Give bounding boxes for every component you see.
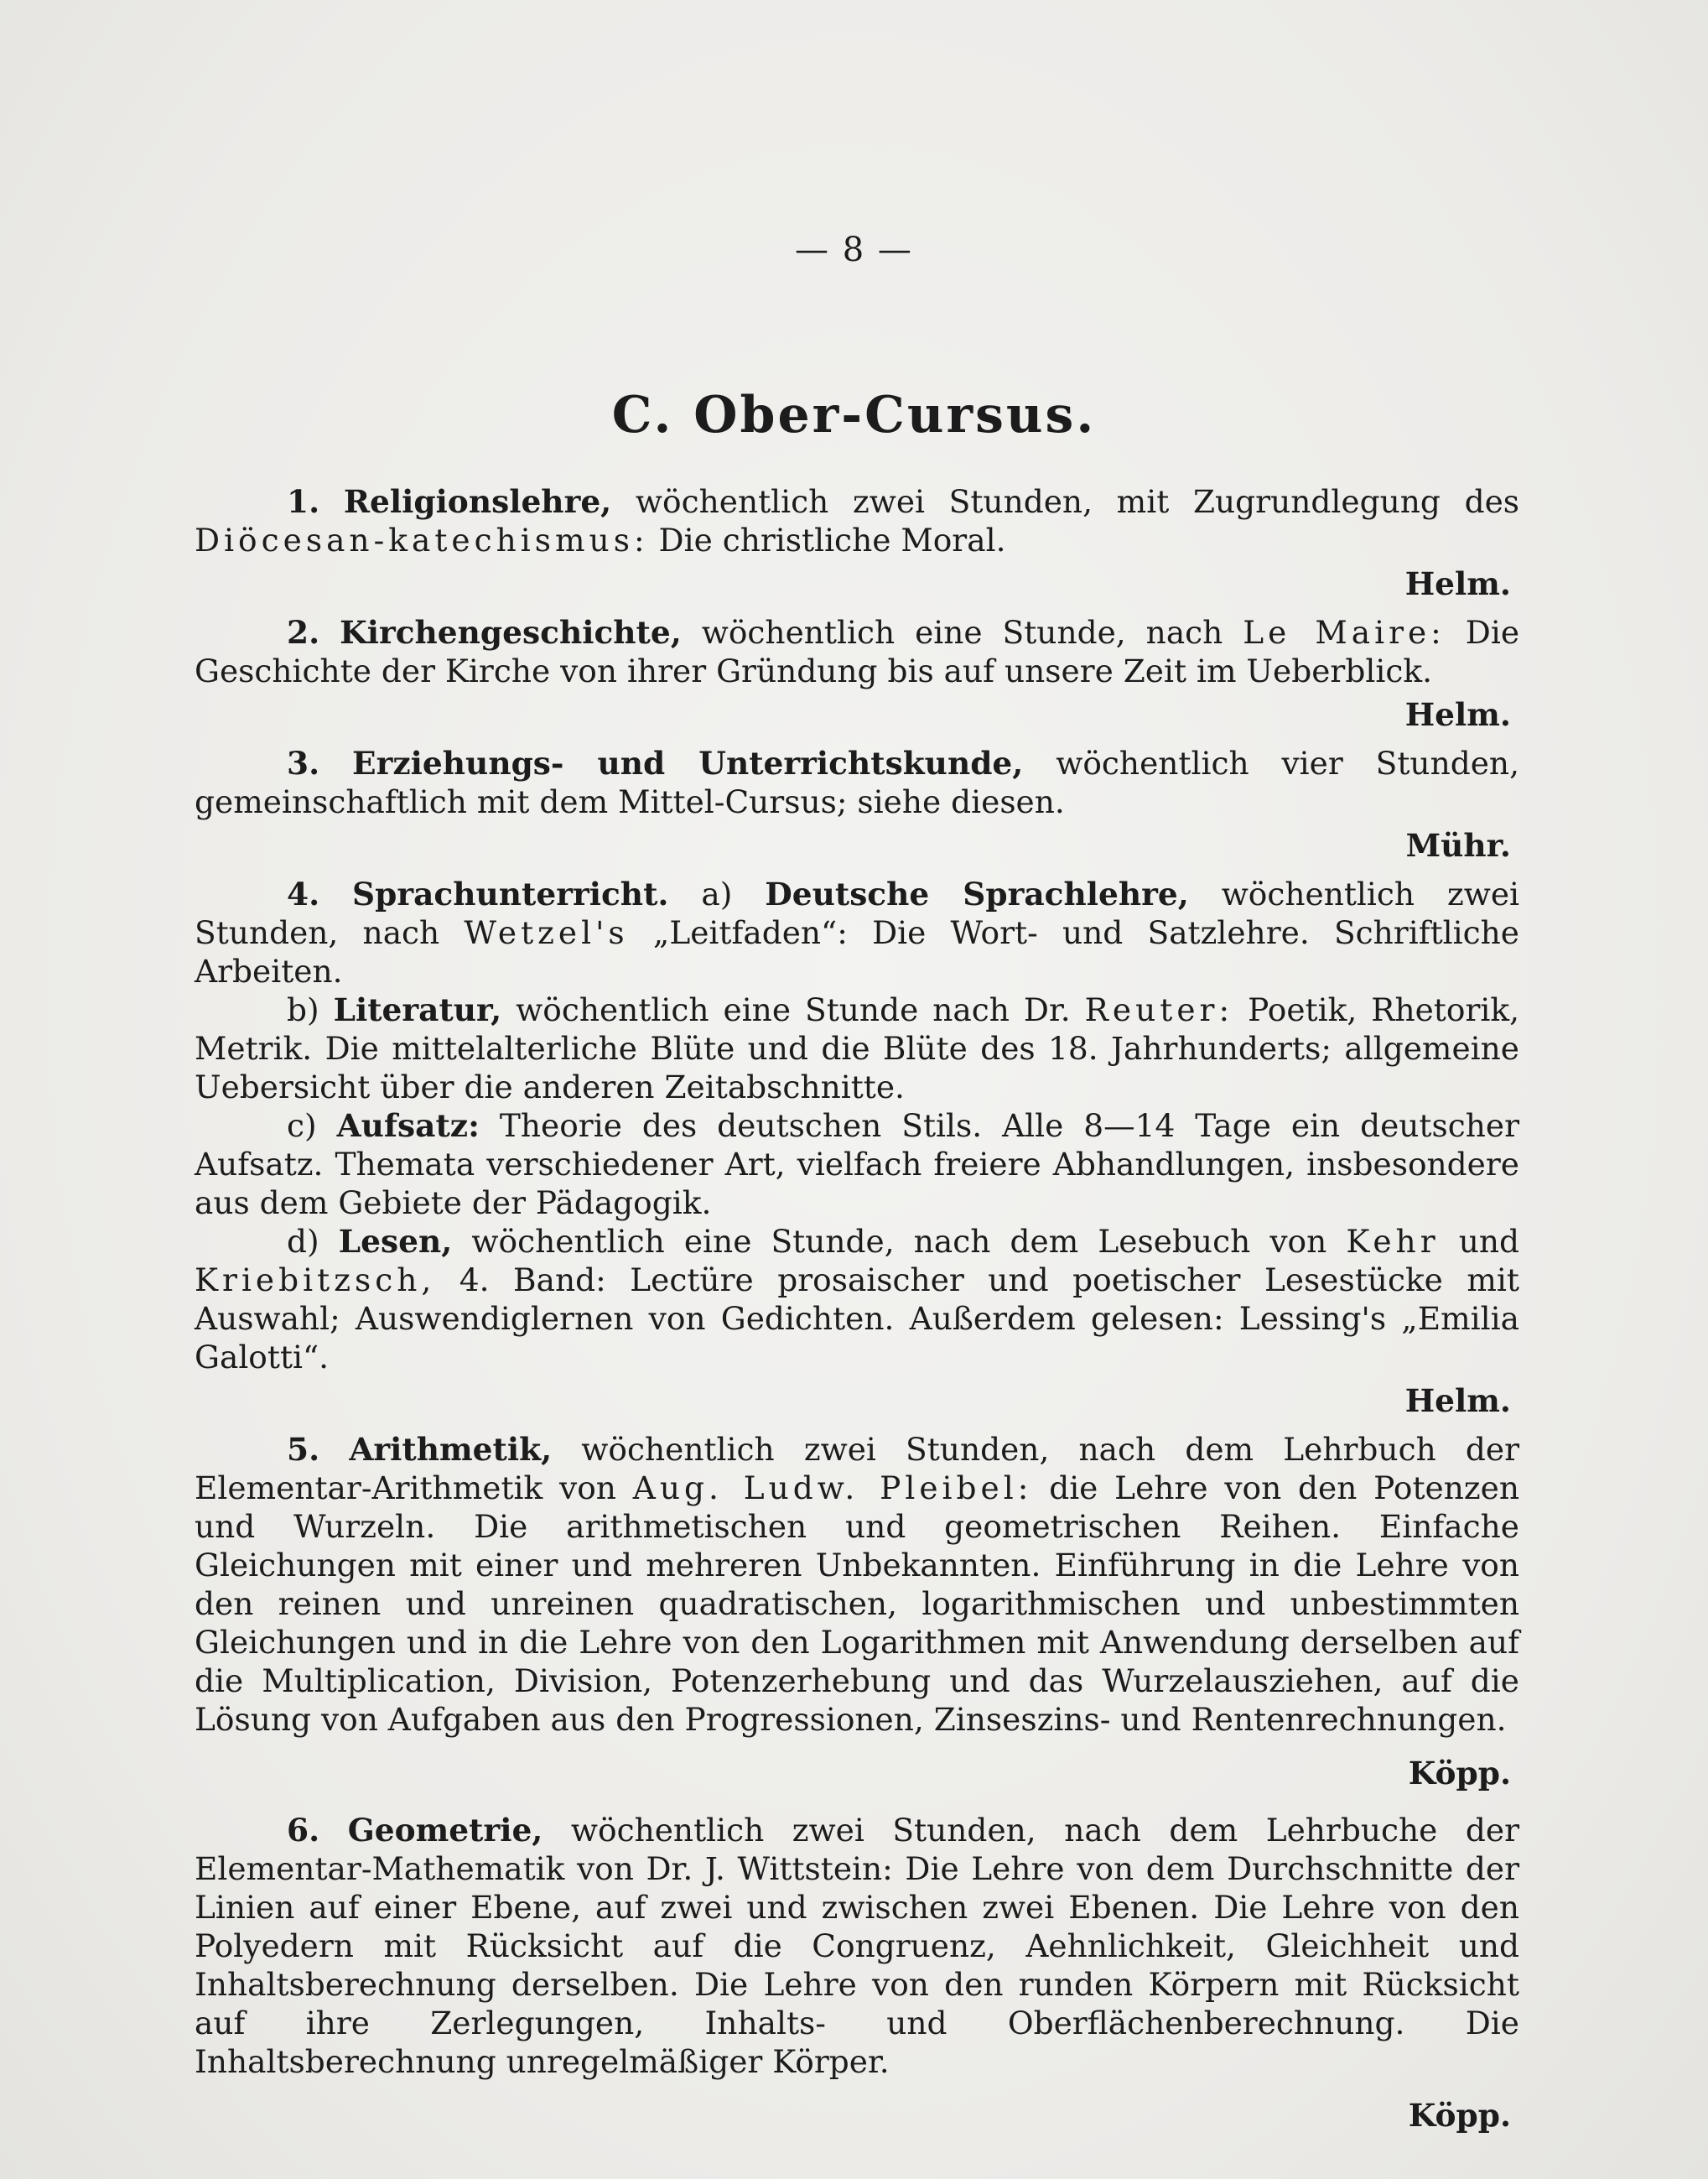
sub-marker: d) (287, 1223, 319, 1260)
sub-marker: b) (287, 991, 319, 1028)
teacher-signature: Helm. (1404, 1382, 1511, 1419)
sub-title: Literatur, (333, 991, 502, 1028)
paragraph (195, 613, 1519, 690)
paragraph-text: wöchentlich eine Stunde, nach dem Lesebuch von (471, 1223, 1327, 1260)
spaced-text: Diöcesan-katechismus: (195, 522, 649, 559)
paragraph-text: die Lehre von den Potenzen und Wurzeln. Die arithmetischen und geometrischen Reihen. Einfache Gleichungen mit einer und mehreren Unbekannten. Einführung in die Lehre von den reinen und unreinen quadratischen, logarithmischen und unbestimmten Gleichungen und in die Lehre von den Logarithmen mit Anwendung derselben auf die Multiplication, Division, Potenzerhebung und das Wurzelausziehen, auf die Lösung von Aufgaben aus den Progressionen, Zinseszins- und Rentenrechnungen. (195, 1469, 1519, 1738)
paragraph-text: Theorie des deutschen Stils. Alle 8—14 Tage ein deutscher Aufsatz. Themata verschiedener Art, vielfach freiere Abhandlungen, insbesondere aus dem Gebiete der Pädagogik. (195, 1107, 1520, 1221)
teacher-signature: Köpp. (1408, 1755, 1511, 1792)
sub-title: Lesen, (338, 1223, 453, 1260)
paragraph-text: wöchentlich zwei Stunden, nach dem Lehrbuche der Elementar-Mathematik von Dr. J. Wittstein: Die Lehre von dem Durchschnitte der Linien auf einer Ebene, auf zwei und zwischen zwei Ebenen. Die Lehre von den Polyedern mit Rücksicht auf die Congruenz, Aehnlichkeit, Gleichheit und Inhaltsberechnung derselben. Die Lehre von den runden Körpern mit Rücksicht auf ihre Zerlegungen, Inhalts- und Oberflächenberechnung. Die Inhaltsberechnung unregelmäßiger Körper. (195, 1812, 1520, 2080)
paragraph (195, 482, 1519, 559)
paragraph-text: Poetik, Rhetorik, Metrik. Die mittelalterliche Blüte und die Blüte des 18. Jahrhunderts; allgemeine Uebersicht über die anderen Zeitabschnitte. (195, 991, 1520, 1105)
section-religionslehre (195, 482, 1519, 603)
course-content (195, 482, 1519, 2153)
paragraph-text: Die christliche Moral. (658, 522, 1006, 559)
section-kirchengeschichte (195, 613, 1519, 734)
subject-title: Erziehungs- und Unterrichtskunde, (352, 745, 1024, 782)
paragraph (195, 1106, 1519, 1222)
section-erziehungskunde (195, 744, 1519, 865)
section-number: 4. (287, 876, 320, 913)
sub-marker: c) (287, 1107, 317, 1144)
paragraph (195, 1811, 1519, 2081)
paragraph (195, 1430, 1519, 1739)
paragraph (195, 744, 1519, 821)
paragraph-text: wöchentlich eine Stunde nach Dr. (516, 991, 1071, 1028)
section-number: 5. (287, 1431, 320, 1468)
sub-title: Deutsche Sprachlehre, (765, 876, 1189, 913)
page-number: — 8 — (795, 231, 913, 269)
spaced-text: Wetzel's (464, 914, 629, 951)
subject-title: Religionslehre, (343, 483, 612, 520)
paragraph-text: „Leitfaden“: Die Wort- und Satzlehre. Schriftliche Arbeiten. (195, 914, 1519, 990)
paragraph (195, 875, 1519, 991)
spaced-text: Reuter: (1084, 991, 1234, 1028)
subject-title: Kirchengeschichte, (340, 614, 682, 651)
section-heading: C. Ober-Cursus. (611, 386, 1097, 445)
paragraph-text: Die Geschichte der Kirche von ihrer Gründung bis auf unsere Zeit im Ueberblick. (195, 614, 1520, 689)
section-number: 6. (287, 1812, 320, 1849)
paragraph-text: 4. Band: Lectüre prosaischer und poetischer Lesestücke mit Auswahl; Auswendiglernen von Gedichten. Außerdem gelesen: Lessing's „Emilia Galotti“. (195, 1261, 1519, 1376)
sub-title: Aufsatz: (336, 1107, 480, 1144)
paragraph-text: wöchentlich zwei Stunden, nach dem Lehrbuch der Elementar-Arithmetik von (195, 1431, 1519, 1506)
section-arithmetik (195, 1430, 1519, 1792)
section-number: 3. (287, 745, 320, 782)
paragraph (195, 991, 1519, 1106)
spaced-text: Aug. Ludw. Pleibel: (632, 1469, 1033, 1506)
teacher-signature: Helm. (1404, 565, 1511, 602)
paragraph (195, 1222, 1519, 1376)
section-number: 1. (287, 483, 320, 520)
paragraph-text: und (1458, 1223, 1520, 1260)
teacher-signature: Mühr. (1405, 827, 1511, 864)
paragraph-text: wöchentlich zwei Stunden, mit Zugrundlegung des (635, 483, 1520, 520)
section-sprachunterricht (195, 875, 1519, 1420)
spaced-text: Kehr (1346, 1223, 1440, 1260)
subject-title: Arithmetik, (349, 1431, 553, 1468)
teacher-signature: Köpp. (1408, 2097, 1511, 2134)
paragraph-text: wöchentlich zwei Stunden, nach (195, 876, 1519, 951)
section-number: 2. (287, 614, 320, 651)
paragraph-text: wöchentlich eine Stunde, nach (701, 614, 1223, 651)
spaced-text: Le Maire: (1243, 614, 1446, 651)
paragraph-text: wöchentlich vier Stunden, gemeinschaftlich mit dem Mittel-Cursus; siehe diesen. (195, 745, 1520, 820)
teacher-signature: Helm. (1404, 696, 1511, 733)
subject-title: Sprachunterricht. (352, 876, 669, 913)
sub-marker: a) (701, 876, 733, 913)
section-geometrie (195, 1811, 1519, 2135)
spaced-text: Kriebitzsch, (195, 1261, 436, 1298)
subject-title: Geometrie, (347, 1812, 543, 1849)
